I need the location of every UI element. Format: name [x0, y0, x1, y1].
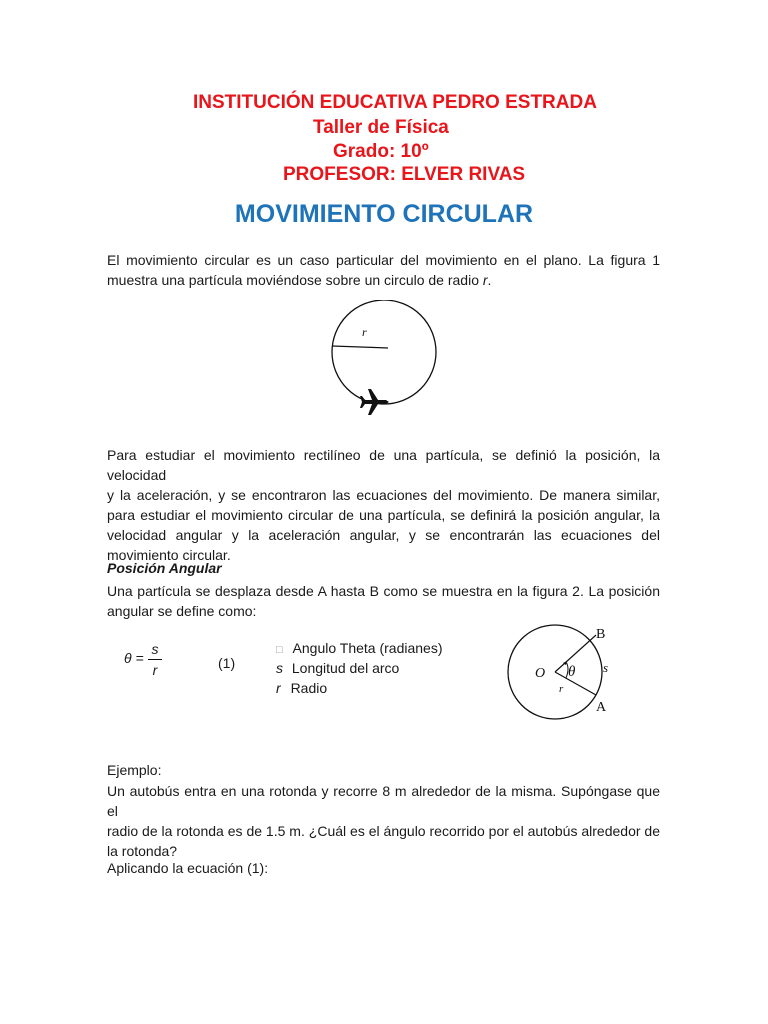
- paragraph-2-line-5: movimiento circular.: [107, 547, 231, 563]
- intro-paragraph: [107, 250, 660, 290]
- figure-1-circle-diagram: [320, 300, 450, 425]
- paragraph-2-line-4: velocidad angular y la aceleración angular, y se encontrarán las ecuaciones del: [107, 527, 660, 543]
- example-line-2: radio de la rotonda es de 1.5 m. ¿Cuál es el ángulo recorrido por el autobús alrededor de: [107, 823, 660, 839]
- fraction-bar: [148, 659, 162, 660]
- equation-numerator: s: [151, 641, 159, 657]
- radius-to-b: [555, 635, 596, 672]
- applying-equation-text: Aplicando la ecuación (1):: [107, 860, 269, 876]
- legend-s-text: Longitud del arco: [291, 660, 400, 676]
- theta-label: θ: [568, 664, 576, 680]
- figure-1-circle: [332, 300, 436, 404]
- legend-s: [276, 660, 399, 676]
- legend-r-text: Radio: [290, 680, 328, 696]
- equation-lhs: θ =: [124, 650, 144, 666]
- paragraph-2: [107, 445, 660, 565]
- figure-1-radius-line: [332, 346, 388, 348]
- section-paragraph: [107, 581, 660, 621]
- paragraph-2-line-1: Para estudiar el movimiento rectilíneo de una partícula, se definió la posición, la velocidad: [107, 447, 660, 483]
- page-title: MOVIMIENTO CIRCULAR: [234, 200, 534, 228]
- intro-line-2-text: muestra una partícula moviéndose sobre un circulo de radio: [107, 272, 483, 288]
- figure-2-angle-diagram: [500, 620, 630, 720]
- paragraph-2-line-2: y la aceleración, y se encontraron las ecuaciones del movimiento. De manera similar,: [107, 487, 660, 503]
- legend-r: [276, 680, 327, 696]
- equation-number: (1): [218, 655, 236, 671]
- missing-glyph-box: □: [276, 644, 283, 656]
- figure-1-radius-label: r: [362, 325, 367, 339]
- airplane-icon: [360, 389, 389, 415]
- grade-label: Grado: 10º: [333, 141, 429, 162]
- intro-line-1: El movimiento circular es un caso particular del movimiento en el plano. La figura 1: [107, 252, 660, 268]
- legend-r-symbol: r: [276, 680, 281, 696]
- section-line-2: angular se define como:: [107, 603, 257, 619]
- legend-theta-text: Angulo Theta (radianes): [292, 640, 443, 656]
- radius-label: r: [559, 683, 564, 695]
- workshop-title: Taller de Física: [313, 117, 449, 138]
- equation-denominator: r: [152, 662, 158, 678]
- intro-line-2: [107, 270, 660, 290]
- intro-line-2-end: .: [487, 272, 492, 288]
- teacher-name: PROFESOR: ELVER RIVAS: [283, 164, 526, 185]
- point-a-label: A: [596, 700, 607, 715]
- intro-radius-symbol: r: [482, 272, 488, 288]
- school-name: INSTITUCIÓN EDUCATIVA PEDRO ESTRADA: [193, 92, 597, 113]
- legend-s-symbol: s: [276, 660, 283, 676]
- example-line-1: Un autobús entra en una rotonda y recorre 8 m alrededor de la misma. Supóngase que el: [107, 783, 660, 819]
- legend-theta: [276, 640, 443, 656]
- example-line-3: la rotonda?: [107, 843, 178, 859]
- origin-label: O: [535, 666, 546, 681]
- paragraph-2-line-3: para estudiar el movimiento circular de una partícula, se definirá la posición angular, la: [107, 507, 660, 523]
- example-paragraph: [107, 781, 660, 861]
- arc-length-label: s: [603, 660, 609, 675]
- section-line-1: Una partícula se desplaza desde A hasta B como se muestra en la figura 2. La posición: [107, 583, 660, 599]
- example-heading: Ejemplo:: [107, 762, 162, 778]
- section-title: Posición Angular: [107, 560, 222, 576]
- point-b-label: B: [596, 627, 606, 642]
